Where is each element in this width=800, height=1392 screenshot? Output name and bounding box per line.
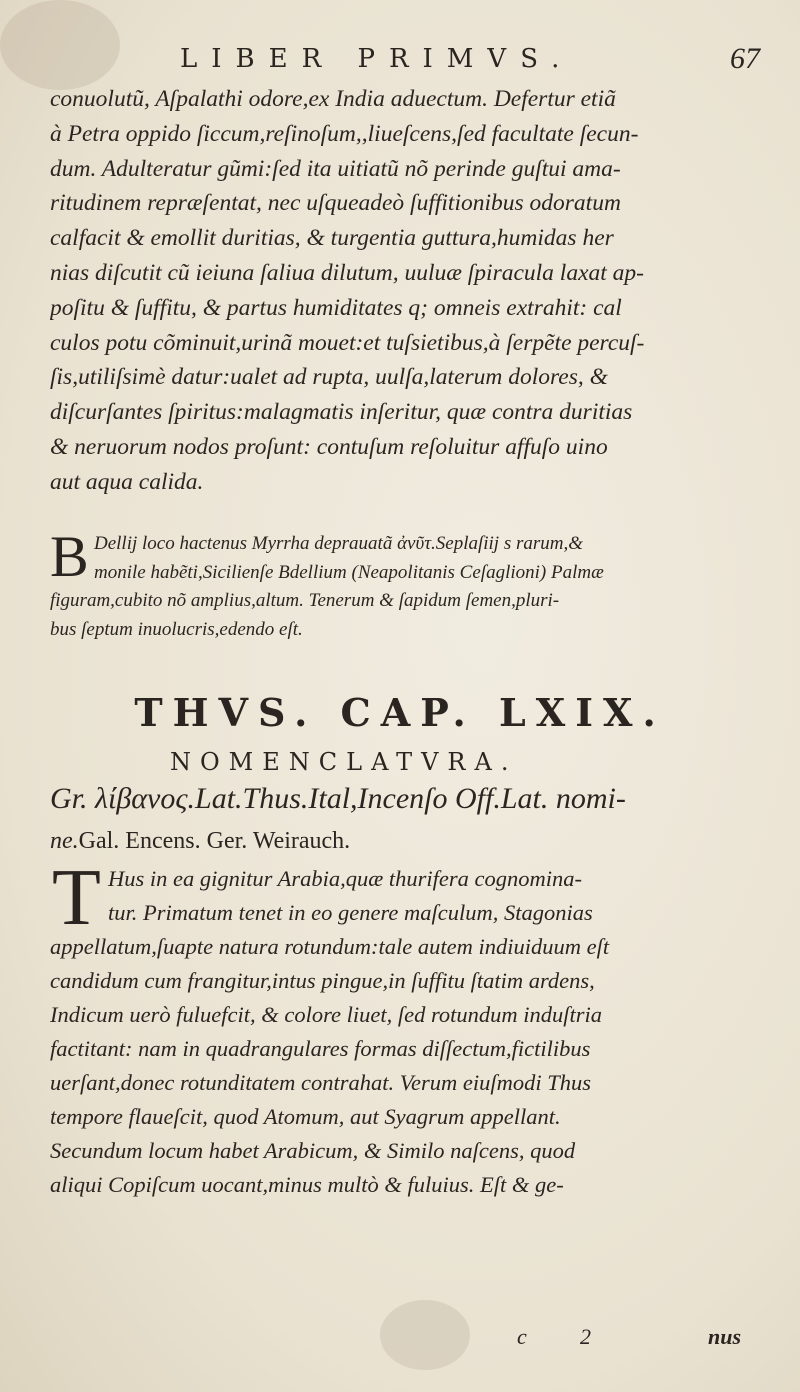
text-line: Secundum locum habet Arabicum, & Similo naſcens, quod (50, 1138, 576, 1163)
text-line: culos potu cõminuit,urinã mouet:et tuſsietibus,à ſerpẽte percuſ- (50, 329, 645, 356)
text-line: nias diſcutit cũ ieiuna ſaliua dilutum, uuluæ ſpiracula laxat ap- (50, 259, 644, 286)
text-line: aliqui Copiſcum uocant,minus multò & fuluius. Eſt & ge- (50, 1172, 564, 1197)
page-footer (0, 1324, 800, 1354)
text-line: Indicum uerò fuluefcit, & colore liuet, ſed rotundum induſtria (50, 1002, 603, 1027)
annotation-dropcap: B (50, 524, 89, 589)
text-line: tempore flaueſcit, quod Atomum, aut Syagrum appellant. (50, 1104, 561, 1129)
text-line: Hus in ea gignitur Arabia,quæ thurifera cognomina- (108, 866, 582, 891)
page-number: 67 (730, 42, 760, 75)
text-line: monile habẽti,Sicilienſe Bdellium (Neapolitanis Ceſaglioni) Palmæ (94, 561, 604, 583)
chapter-paragraph (50, 862, 760, 1202)
continued-paragraph (50, 82, 760, 500)
nomenclature-heading: NOMENCLATVRA. (170, 748, 518, 776)
text-line: diſcurſantes ſpiritus:malagmatis inſeritur, quæ contra duritias (50, 399, 633, 426)
synonyms-italic: ne. (50, 828, 79, 854)
text-line: factitant: nam in quadrangulares formas diſſectum,fictilibus (50, 1036, 591, 1061)
text-line: aut aqua calida. (50, 468, 204, 495)
text-line: conuolutũ, Aſpalathi odore,ex India aduectum. Defertur etiã (50, 86, 616, 112)
text-line: Dellij loco hactenus Myrrha deprauatã ἀνῦτ.Seplaſiij s rarum,& (94, 533, 584, 554)
synonyms-roman: Gal. Encens. Ger. Weirauch. (78, 828, 351, 854)
text-line: dum. Adulteratur gũmi:ſed ita uitiatũ nõ perinde guſtui ama- (50, 155, 621, 182)
text-line: & neruorum nodos proſunt: contuſum reſoluitur affuſo uino (50, 433, 608, 460)
text-line: ritudinem repræſentat, nec uſqueadeò ſuffitionibus odoratum (50, 190, 621, 217)
text-line: bus ſeptum inuolucris,edendo eſt. (50, 618, 303, 640)
running-title: LIBER PRIMVS. (180, 44, 574, 74)
annotation-paragraph (50, 524, 760, 644)
text-line: figuram,cubito nõ amplius,altum. Tenerum & ſapidum ſemen,pluri- (50, 590, 560, 611)
catchword: nus (708, 1324, 742, 1349)
synonyms-line: Gr. λίβανος.Lat.Thus.Ital,Incenſo Off.Lat. nomi- (50, 782, 626, 815)
text-line: calfacit & emollit duritias, & turgentia guttura,humidas her (50, 225, 614, 252)
text-line: uerſant,donec rotunditatem contrahat. Verum eiuſmodi Thus (50, 1070, 591, 1095)
text-line: à Petra oppido ſiccum,reſinoſum,,liueſcens,ſed facultate ſecun- (50, 120, 639, 147)
page-header (0, 42, 800, 82)
synonyms-line (50, 820, 770, 862)
chapter-title: THVS. CAP. LXIX. (134, 690, 666, 735)
text-line: poſitu & ſuffitu, & partus humiditates q; omneis extrahit: cal (50, 294, 622, 321)
text-line: candidum cum frangitur,intus pingue,in ſuffitu ſtatim ardens, (50, 968, 595, 993)
text-line: ſis,utiliſsimè datur:ualet ad rupta, uulſa,laterum dolores, & (50, 364, 608, 391)
signature-mark: c (517, 1324, 527, 1349)
text-line: appellatum,ſuapte natura rotundum:tale autem indiuiduum eſt (50, 934, 610, 959)
chapter-dropcap: T (52, 854, 101, 942)
signature-number: 2 (580, 1324, 591, 1349)
text-line: tur. Primatum tenet in eo genere maſculum, Stagonias (108, 900, 593, 925)
